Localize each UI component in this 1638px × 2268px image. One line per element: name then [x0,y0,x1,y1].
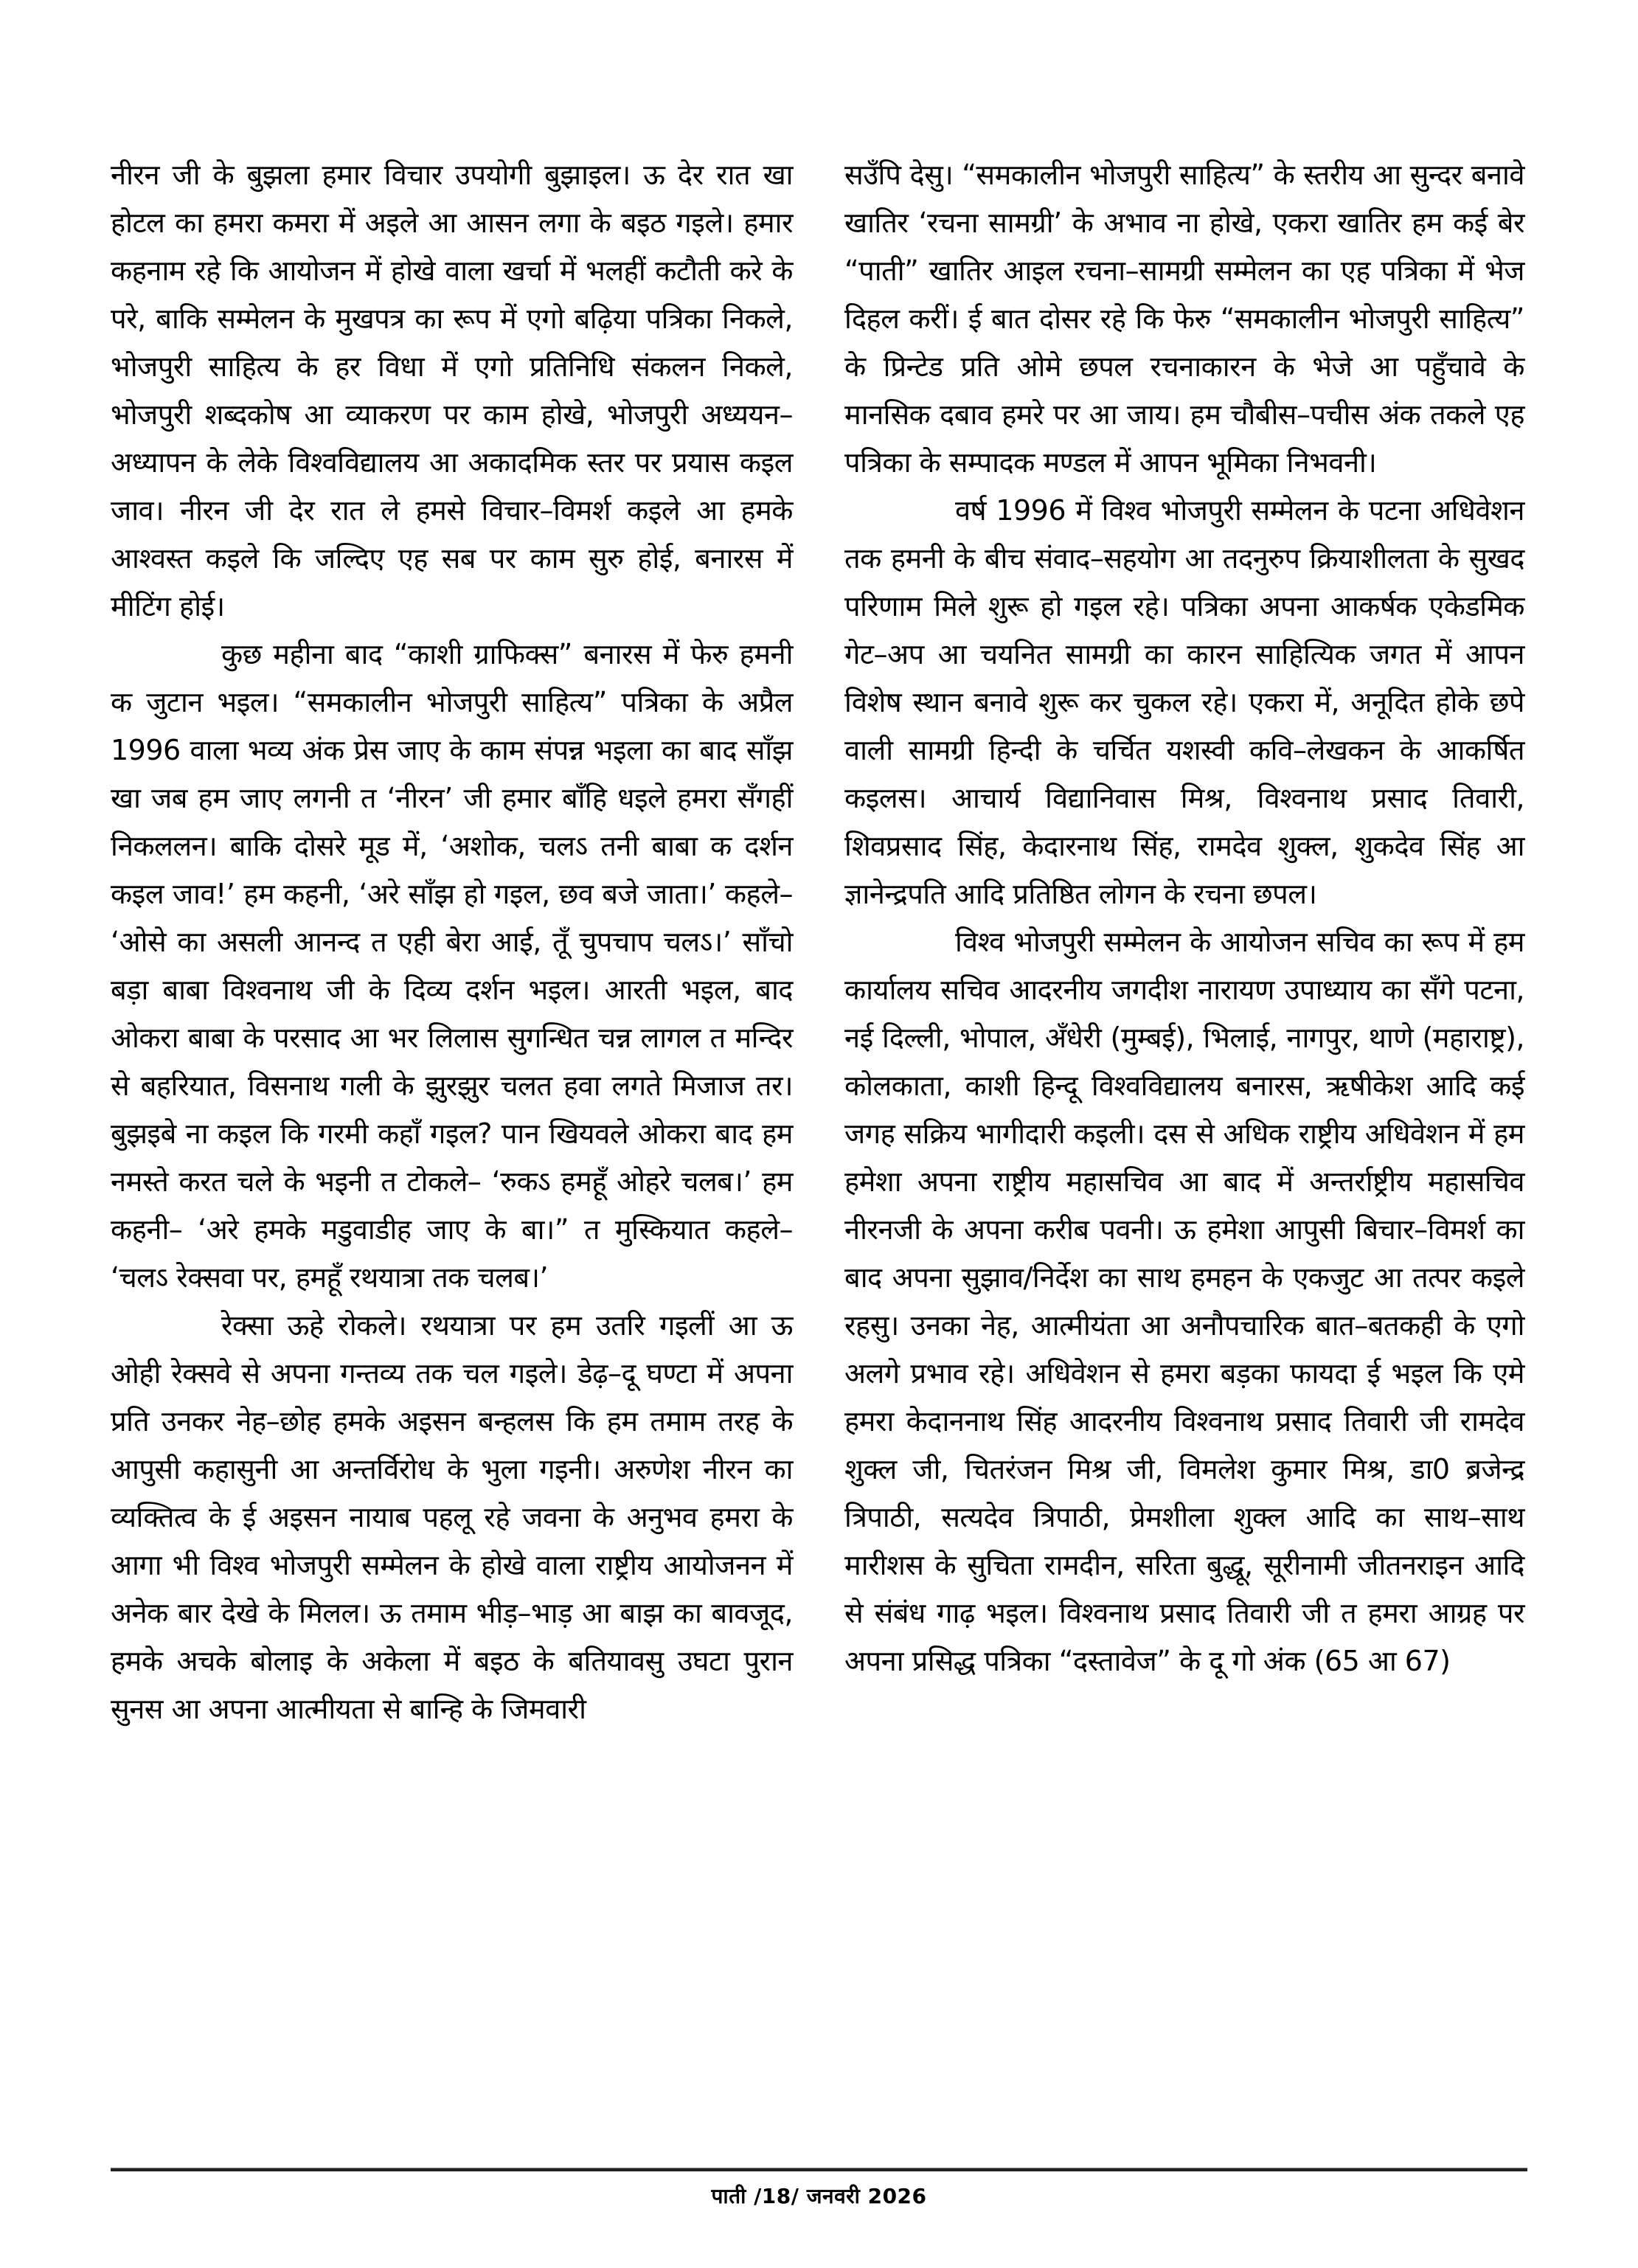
paragraph: विश्व भोजपुरी सम्मेलन के आयोजन सचिव का रूप में हम कार्यालय सचिव आदरनीय जगदीश नारायण उपाध्याय का सँगे पटना, नई दिल्ली, भोपाल, अँधेरी (मुम्बई), भिलाई, नागपुर, थाणे (महाराष्ट्र), कोलकाता, काशी हिन्दू विश्वविद्यालय बनारस, ऋषीकेश आदि कई जगह सक्रिय भागीदारी कइली। दस से अधिक राष्ट्रीय अधिवेशन में हम हमेशा अपना राष्ट्रीय महासचिव आ बाद में अन्तर्राष्ट्रीय महासचिव नीरनजी के अपना करीब पवनी। ऊ हमेशा आपुसी बिचार–विमर्श का बाद अपना सुझाव/निर्देश का साथ हमहन के एकजुट आ तत्पर कइले रहसु। उनका नेह, आत्मीयंता आ अनौपचारिक बात–बतकही के एगो अलगे प्रभाव रहे। अधिवेशन से हमरा बड़का फायदा ई भइल कि एमे हमरा केदाननाथ सिंह आदरनीय विश्वनाथ प्रसाद तिवारी जी रामदेव शुक्ल जी, चितरंजन मिश्र जी, विमलेश कुमार मिश्र, डा0 ब्रजेन्द्र त्रिपाठी, सत्यदेव त्रिपाठी, प्रेमशीला शुक्ल आदि का साथ–साथ मारीशस के सुचिता रामदीन, सरिता बुद्धू, सूरीनामी जीतनराइन आदि से संबंध गाढ़ भइल। विश्वनाथ प्रसाद तिवारी जी त हमरा आग्रह पर अपना प्रसिद्ध पत्रिका “दस्तावेज” के दू गो अंक (65 आ 67) [844,926,1524,1677]
right-column [844,151,1524,1685]
paragraph: रेक्सा ऊहे रोकले। रथयात्रा पर हम उतरि गइलीं आ ऊ ओही रेक्सवे से अपना गन्तव्य तक चल गइले। डेढ़–दू घण्टा में अपना प्रति उनकर नेह–छोह हमके अइसन बन्हलस कि हम तमाम तरह के आपुसी कहासुनी आ अन्तर्विरोध के भुला गइनी। अरुणेश नीरन का व्यक्तित्व के ई अइसन नायाब पहलू रहे जवना के अनुभव हमरा के आगा भी विश्व भोजपुरी सम्मेलन के होखे वाला राष्ट्रीय आयोजनन में अनेक बार देखे के मिलल। ऊ तमाम भीड़–भाड़ आ बाझ का बावजूद, हमके अचके बोलाइ के अकेला में बइठ के बतियावसु उघटा पुरान सुनस आ अपना आत्मीयता से बान्हि के जिमवारी [111,1309,793,1725]
paragraph: नीरन जी के बुझला हमार विचार उपयोगी बुझाइल। ऊ देर रात खा होटल का हमरा कमरा में अइले आ आसन लगा के बइठ गइले। हमार कहनाम रहे कि आयोजन में होखे वाला खर्चा में भलहीं कटौती करे के परे, बाकि सम्मेलन के मुखपत्र का रूप में एगो बढ़िया पत्रिका निकले, भोजपुरी साहित्य के हर विधा में एगो प्रतिनिधि संकलन निकले, भोजपुरी शब्दकोष आ व्याकरण पर काम होखे, भोजपुरी अध्ययन–अध्यापन के लेके विश्वविद्यालय आ अकादमिक स्तर पर प्रयास कइल जाव। नीरन जी देर रात ले हमसे विचार–विमर्श कइले आ हमके आश्वस्त कइले कि जल्दिए एह सब पर काम सुरु होई, बनारस में मीटिंग होई। [111,159,793,623]
left-column [111,151,793,1733]
paragraph: वर्ष 1996 में विश्व भोजपुरी सम्मेलन के पटना अधिवेशन तक हमनी के बीच संवाद–सहयोग आ तदनुरुप क्रियाशीलता के सुखद परिणाम मिले शुरू हो गइल रहे। पत्रिका अपना आकर्षक एकेडमिक गेट–अप आ चयनित सामग्री का कारन साहित्यिक जगत में आपन विशेष स्थान बनावे शुरू कर चुकल रहे। एकरा में, अनूदित होके छपे वाली सामग्री हिन्दी के चर्चित यशस्वी कवि–लेखकन के आकर्षित कइलस। आचार्य विद्यानिवास मिश्र, विश्वनाथ प्रसाद तिवारी, शिवप्रसाद सिंह, केदारनाथ सिंह, रामदेव शुक्ल, शुकदेव सिंह आ ज्ञानेन्द्रपति आदि प्रतिष्ठित लोगन के रचना छपल। [844,494,1524,910]
paragraph: सउँपि देसु। “समकालीन भोजपुरी साहित्य” के स्तरीय आ सुन्दर बनावे खातिर ‘रचना सामग्री’ के अभाव ना होखे, एकरा खातिर हम कई बेर “पाती” खातिर आइल रचना–सामग्री सम्मेलन का एह पत्रिका में भेज दिहल करीं। ई बात दोसर रहे कि फेरु “समकालीन भोजपुरी साहित्य” के प्रिन्टेड प्रति ओमे छपल रचनाकारन के भेजे आ पहुँचावे के मानसिक दबाव हमरे पर आ जाय। हम चौबीस–पचीस अंक तकले एह पत्रिका के सम्पादक मण्डल में आपन भूमिका निभवनी। [844,159,1524,479]
footer-divider [111,2168,1527,2171]
paragraph: कुछ महीना बाद “काशी ग्राफिक्स” बनारस में फेरु हमनी क जुटान भइल। “समकालीन भोजपुरी साहित्य” पत्रिका के अप्रैल 1996 वाला भव्य अंक प्रेस जाए के काम संपन्न भइला का बाद साँझ खा जब हम जाए लगनी त ‘नीरन’ जी हमार बाँहि धइले हमरा सँगहीं निकललन। बाकि दोसरे मूड में, ‘अशोक, चलऽ तनी बाबा क दर्शन कइल जाव!’ हम कहनी, ‘अरे साँझ हो गइल, छव बजे जाता।’ कहले– ‘ओसे का असली आनन्द त एही बेरा आई, तूँ चुपचाप चलऽ।’ साँचो बड़ा बाबा विश्वनाथ जी के दिव्य दर्शन भइल। आरती भइल, बाद ओकरा बाबा के परसाद आ भर लिलास सुगन्धित चन्न लागल त मन्दिर से बहरियात, विसनाथ गली के झुरझुर चलत हवा लगते मिजाज तर। बुझइबे ना कइल कि गरमी कहाँ गइल? पान खियवले ओकरा बाद हम नमस्ते करत चले के भइनी त टोकले– ‘रुकऽ हमहूँ ओहरे चलब।’ हम कहनी– ‘अरे हमके मडुवाडीह जाए के बा।” त मुस्कियात कहले– ‘चलऽ रेक्सवा पर, हमहूँ रथयात्रा तक चलब।’ [111,638,793,1294]
page-footer: पाती /18/ जनवरी 2026 [711,2184,927,2208]
